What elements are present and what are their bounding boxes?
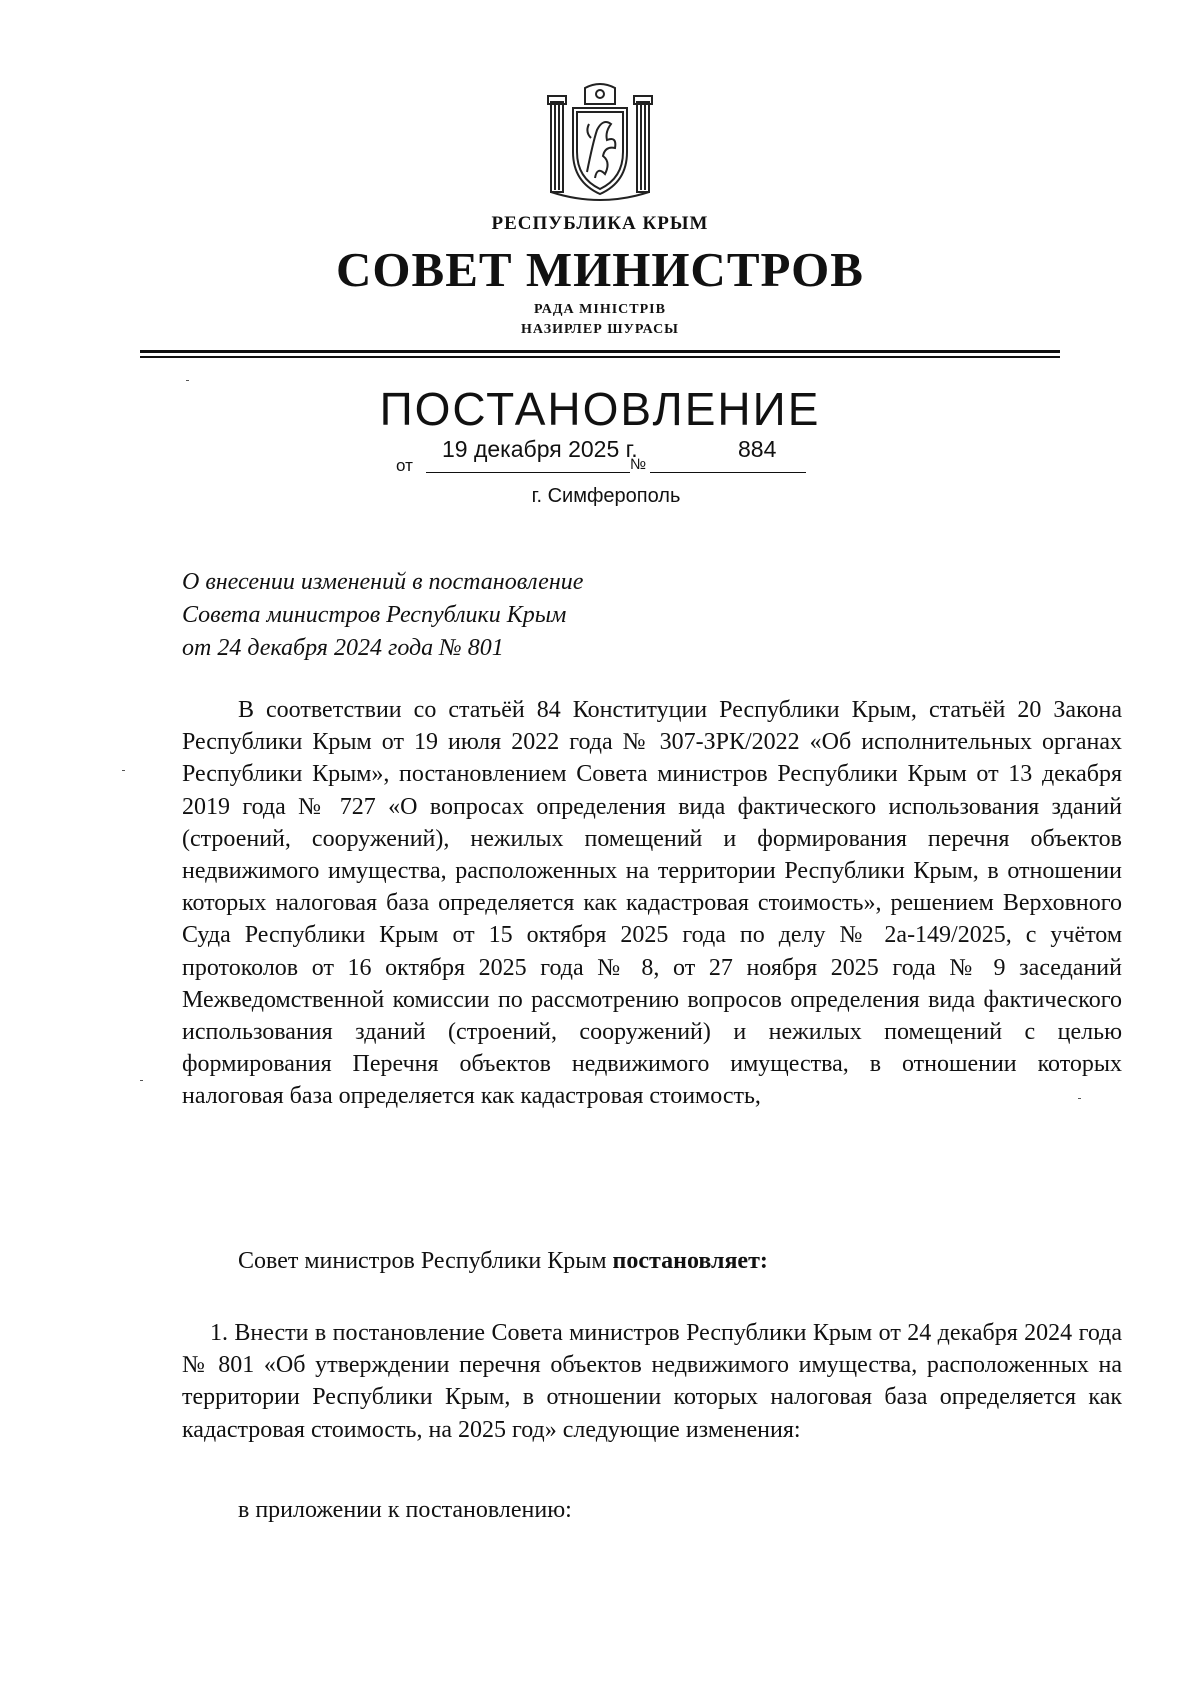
number-underline — [650, 472, 806, 473]
annex-text: в приложении к постановлению: — [238, 1497, 572, 1523]
resolve-text: Совет министров Республики Крым — [238, 1248, 613, 1274]
scan-speck — [1078, 1098, 1081, 1099]
scan-speck — [186, 380, 189, 381]
preamble-text: В соответствии со статьёй 84 Конституции Республики Крым, статьёй 20 Закона Республики Крым от 19 июля 2022 года № 307-ЗРК/2022 «Об исполнительных органах Республики Крым», постановлением Совета министров Республики Крым от 13 декабря 2019 года № 727 «О вопросах определения вида фактического использования зданий (строений, сооружений), нежилых помещений и формирования перечня объектов недвижимого имущества, расположенных на территории Республики Крым, в отношении которых налоговая база определяется как кадастровая стоимость», решением Верховного Суда Республики Крым от 15 октября 2025 года по делу № 2а-149/2025, с учётом протоколов от 16 октября 2025 года № 8, от 27 ноября 2025 года № 9 заседаний Межведомственной комиссии по рассмотрению вопросов определения вида фактического использования зданий (строений, сооружений) и нежилых помещений с целью формирования Перечня объектов недвижимого имущества, в отношении которых налоговая база определяется как кадастровая стоимость, — [182, 697, 1122, 1110]
scan-speck — [140, 1080, 143, 1081]
republic-name: РЕСПУБЛИКА КРЫМ — [491, 213, 709, 234]
date-underline — [426, 472, 630, 473]
council-name-ukrainian: РАДА МІНІСТРІВ — [534, 302, 666, 317]
header-divider-thick — [140, 350, 1060, 353]
title-line: Совета министров Республики Крым — [182, 602, 567, 628]
preamble-paragraph — [182, 694, 1122, 1113]
annex-paragraph — [182, 1494, 1122, 1526]
scan-speck — [122, 770, 125, 771]
decree-title — [182, 566, 583, 665]
city: г. Симферополь — [531, 485, 681, 507]
number-sign: № — [630, 456, 647, 473]
title-line: О внесении изменений в постановление — [182, 569, 584, 595]
header-divider-thin — [140, 356, 1060, 358]
council-name: СОВЕТ МИНИСТРОВ — [336, 242, 864, 297]
date-prefix: от — [396, 456, 413, 475]
item-1-text: 1. Внести в постановление Совета министров Республики Крым от 24 декабря 2024 года № 801 «Об утверждении перечня объектов недвижимого имущества, расположенных на территории Республики Крым, в отношении которых налоговая база определяется как кадастровая стоимость, на 2025 год» следующие изменения: — [182, 1320, 1122, 1443]
document-type: ПОСТАНОВЛЕНИЕ — [379, 383, 821, 435]
council-name-crimean-tatar: НАЗИРЛЕР ШУРАСЫ — [521, 322, 679, 337]
resolve-keyword: постановляет: — [612, 1248, 768, 1274]
resolve-paragraph — [182, 1245, 1122, 1277]
decree-number: 884 — [738, 436, 777, 462]
coat-of-arms-emblem — [545, 82, 655, 202]
title-line: от 24 декабря 2024 года № 801 — [182, 635, 504, 661]
decree-date: 19 декабря 2025 г. — [442, 436, 638, 462]
date-number-line — [396, 436, 816, 476]
item-1-paragraph — [182, 1317, 1122, 1446]
